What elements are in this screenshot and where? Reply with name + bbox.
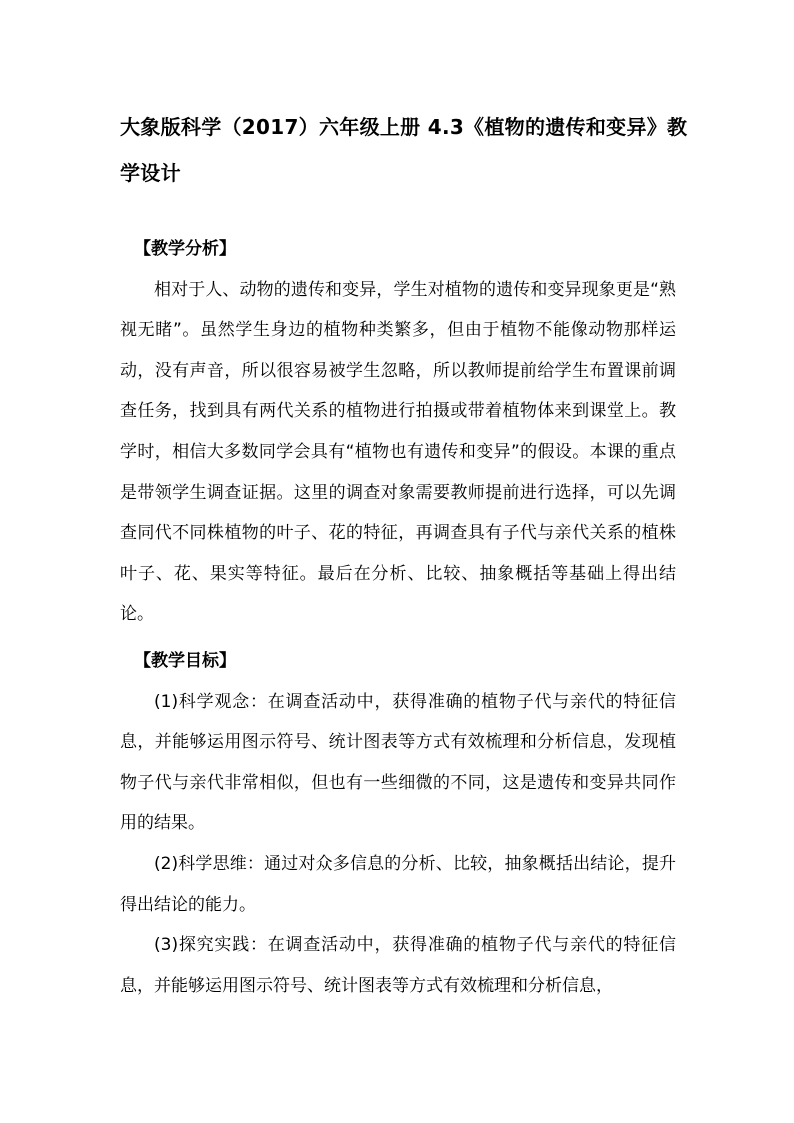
section-heading: 【教学分析】 [134, 239, 236, 259]
body-paragraph: (2)科学思维：通过对众多信息的分析、比较，抽象概括出结论，提升得出结论的能力。 [120, 853, 676, 915]
body-paragraph: (3)探究实践：在调查活动中，获得准确的植物子代与亲代的特征信息，并能够运用图示符号、统计图表等方式有效梳理和分析信息， [120, 935, 676, 996]
section-teaching-objectives [120, 641, 676, 1006]
section-teaching-analysis [120, 229, 676, 635]
document-body [120, 229, 676, 1006]
document-title: 大象版科学（2017）六年级上册 4.3《植物的遗传和变异》教学设计 [120, 115, 688, 185]
body-paragraph: 相对于人、动物的遗传和变异，学生对植物的遗传和变异现象更是“熟视无睹”。虽然学生身边的植物种类繁多，但由于植物不能像动物那样运动，没有声音，所以很容易被学生忽略，所以教师提前给学生布置课前调查任务，找到具有两代关系的植物进行拍摄或带着植物体来到课堂上。教学时，相信大多数同学会具有“植物也有遗传和变异”的假设。本课的重点是带领学生调查证据。这里的调查对象需要教师提前进行选择，可以先调查同代不同株植物的叶子、花的特征，再调查具有子代与亲代关系的植株叶子、花、果实等特征。最后在分析、比较、抽象概括等基础上得出结论。 [120, 279, 676, 625]
body-paragraph: (1)科学观念：在调查活动中，获得准确的植物子代与亲代的特征信息，并能够运用图示符号、统计图表等方式有效梳理和分析信息，发现植物子代与亲代非常相似，但也有一些细微的不同，这是遗传和变异共同作用的结果。 [120, 691, 676, 834]
section-heading: 【教学目标】 [134, 650, 236, 671]
